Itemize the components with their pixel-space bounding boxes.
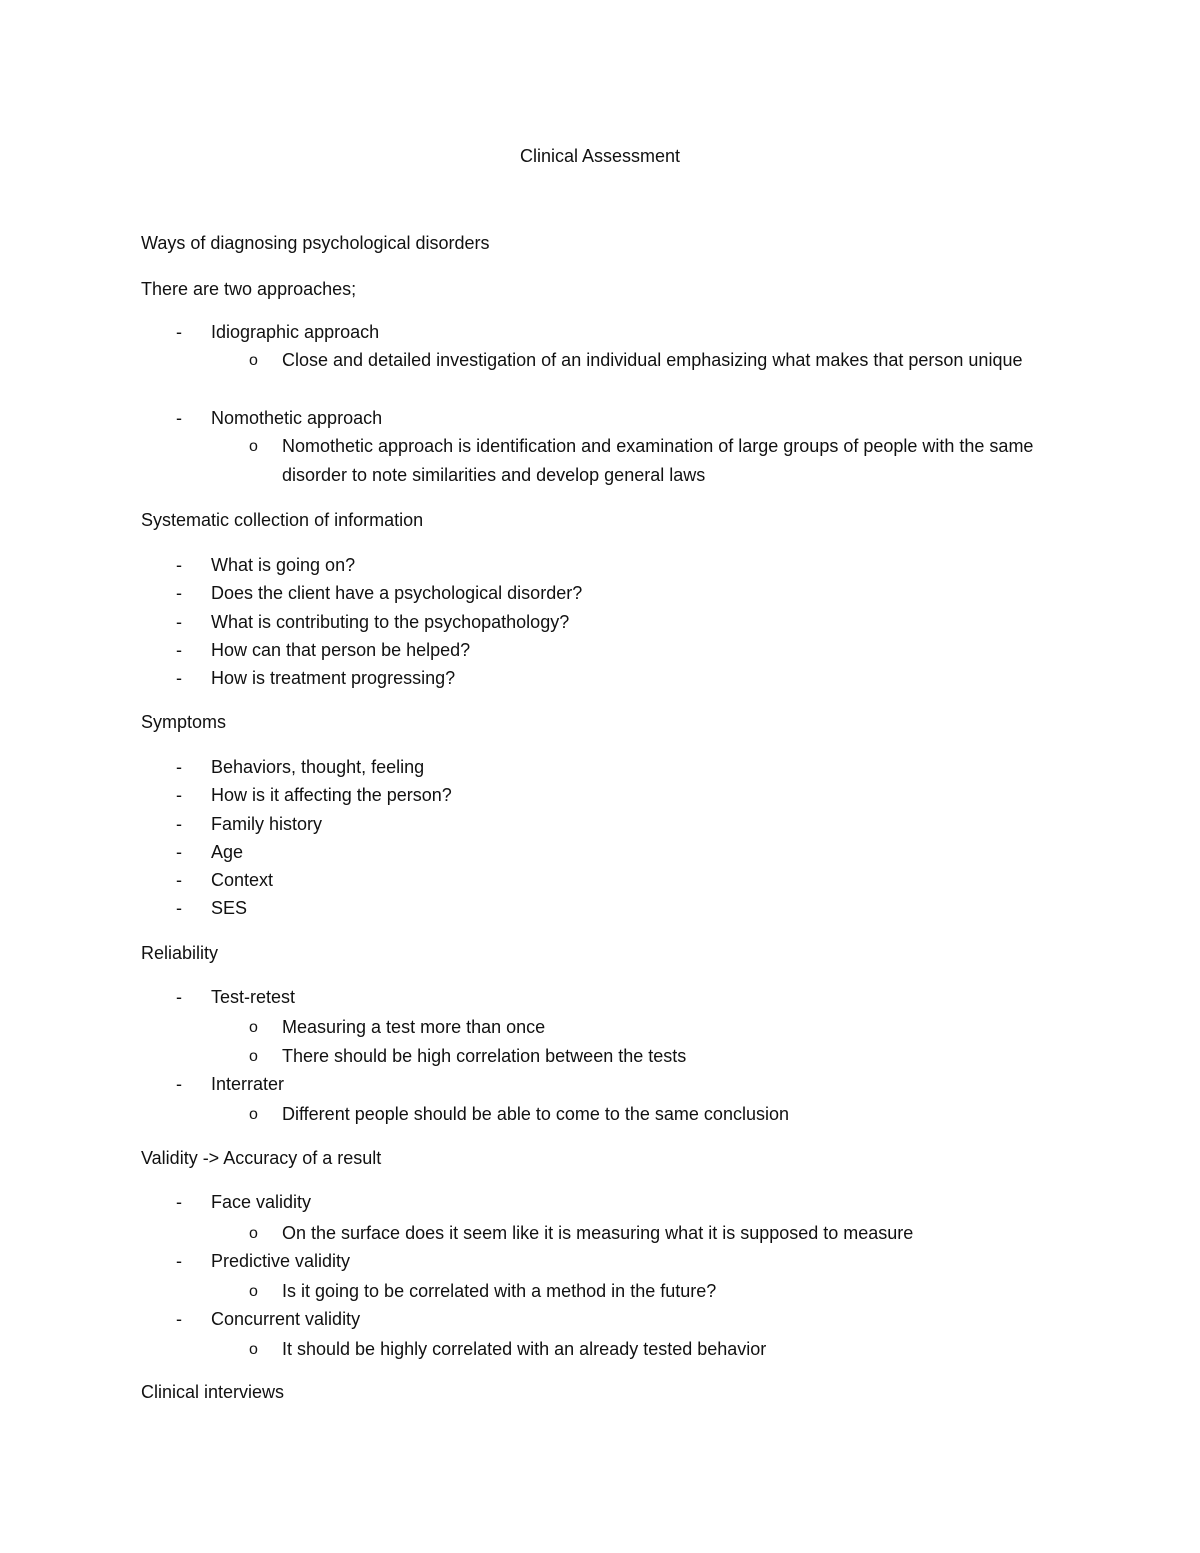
list-item-label: Does the client have a psychological disorder? <box>211 583 583 603</box>
dash-marker: - <box>176 987 182 1007</box>
list-item-label: Family history <box>211 814 323 834</box>
circle-bullet-icon: o <box>249 1048 258 1065</box>
sub-list-item-text: It should be highly correlated with an already tested behavior <box>282 1339 767 1359</box>
section-heading-validity: Validity -> Accuracy of a result <box>141 1148 382 1168</box>
section-heading-symptoms: Symptoms <box>141 712 227 732</box>
sub-list-item-text: Nomothetic approach is identification and examination of large groups of people with the same disorder to note similarities and develop general laws <box>282 436 1034 485</box>
circle-bullet-icon: o <box>249 1019 258 1036</box>
dash-marker: - <box>176 1251 182 1271</box>
dash-marker: - <box>176 640 182 660</box>
list-item-label: How is treatment progressing? <box>211 668 456 688</box>
circle-bullet-icon: o <box>249 352 258 369</box>
list-item-label: Nomothetic approach <box>211 408 383 428</box>
list-item-label: Behaviors, thought, feeling <box>211 757 425 777</box>
sub-list-item-text: On the surface does it seem like it is measuring what it is supposed to measure <box>282 1223 914 1243</box>
list-item-label: Concurrent validity <box>211 1309 361 1329</box>
list-item-label: Idiographic approach <box>211 322 380 342</box>
dash-marker: - <box>176 814 182 834</box>
circle-bullet-icon: o <box>249 1341 258 1358</box>
sub-list-item-text: Is it going to be correlated with a method in the future? <box>282 1281 717 1301</box>
list-item-label: Context <box>211 870 274 890</box>
dash-marker: - <box>176 870 182 890</box>
list-item-label: Interrater <box>211 1074 285 1094</box>
list-item-label: What is going on? <box>211 555 356 575</box>
section-heading-clinical-interviews: Clinical interviews <box>141 1382 285 1402</box>
section-heading-diagnosing: Ways of diagnosing psychological disorders <box>141 233 490 253</box>
list-item-label: SES <box>211 898 248 918</box>
circle-bullet-icon: o <box>249 1225 258 1242</box>
list-item-label: Face validity <box>211 1192 312 1212</box>
section-heading-systematic: Systematic collection of information <box>141 510 424 530</box>
dash-marker: - <box>176 408 182 428</box>
sub-list-item-text: There should be high correlation between the tests <box>282 1046 687 1066</box>
sub-list-item-text: Close and detailed investigation of an individual emphasizing what makes that person unique <box>282 350 1023 370</box>
dash-marker: - <box>176 555 182 575</box>
dash-marker: - <box>176 898 182 918</box>
document-title: Clinical Assessment <box>519 146 681 166</box>
sub-list-item-text: Measuring a test more than once <box>282 1017 546 1037</box>
list-item-label: Predictive validity <box>211 1251 351 1271</box>
dash-marker: - <box>176 785 182 805</box>
list-item-label: How can that person be helped? <box>211 640 471 660</box>
dash-marker: - <box>176 757 182 777</box>
sub-list-item-text: Different people should be able to come to the same conclusion <box>282 1104 789 1124</box>
intro-text: There are two approaches; <box>141 279 357 299</box>
dash-marker: - <box>176 612 182 632</box>
list-item-label: What is contributing to the psychopathology? <box>211 612 570 632</box>
list-item-label: Test-retest <box>211 987 296 1007</box>
list-item-label: How is it affecting the person? <box>211 785 452 805</box>
dash-marker: - <box>176 583 182 603</box>
dash-marker: - <box>176 1309 182 1329</box>
circle-bullet-icon: o <box>249 1106 258 1123</box>
list-item-label: Age <box>211 842 244 862</box>
circle-bullet-icon: o <box>249 438 258 455</box>
dash-marker: - <box>176 668 182 688</box>
section-heading-reliability: Reliability <box>141 943 219 963</box>
circle-bullet-icon: o <box>249 1283 258 1300</box>
dash-marker: - <box>176 1074 182 1094</box>
dash-marker: - <box>176 842 182 862</box>
dash-marker: - <box>176 1192 182 1212</box>
dash-marker: - <box>176 322 182 342</box>
